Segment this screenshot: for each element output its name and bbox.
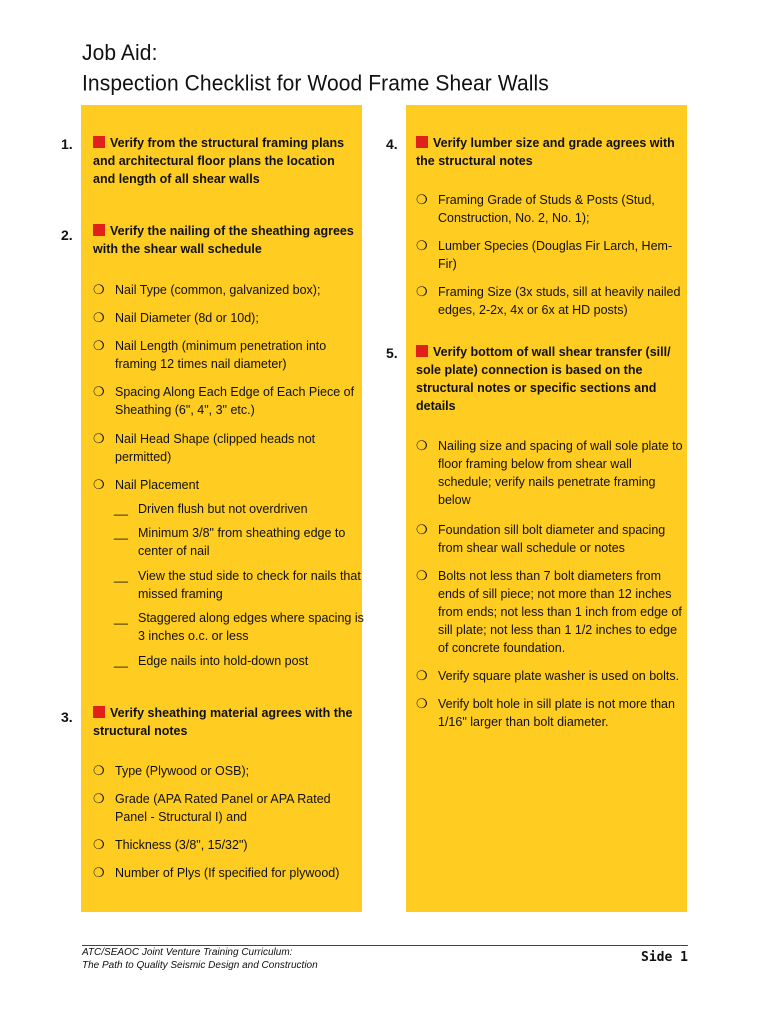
checklist-item[interactable] — [93, 762, 360, 780]
sub-check-text: Minimum 3/8" from sheathing edge to center of nail — [138, 526, 346, 558]
section-heading — [416, 134, 681, 170]
checklist-item[interactable] — [416, 191, 683, 227]
checklist-item-text: Spacing Along Each Edge of Each Piece of Sheathing (6", 4", 3" etc.) — [115, 385, 355, 417]
blank-line-icon: __ — [114, 569, 128, 583]
checklist-item-text: Nail Type (common, galvanized box); — [115, 283, 321, 297]
checklist-item[interactable] — [416, 567, 683, 657]
checklist-item[interactable] — [93, 383, 360, 419]
sub-check-item[interactable] — [114, 524, 366, 560]
sub-check-item[interactable] — [114, 567, 366, 603]
footer-credit — [82, 946, 318, 972]
red-square-icon — [416, 345, 428, 357]
section-heading-text: Verify lumber size and grade agrees with the structural notes — [416, 136, 675, 168]
checklist-item[interactable] — [93, 309, 360, 327]
section-heading-text: Verify the nailing of the sheathing agrees with the shear wall schedule — [93, 224, 354, 256]
circle-bullet-icon: ❍ — [93, 791, 105, 806]
blank-line-icon: __ — [114, 611, 128, 625]
sub-check-item[interactable] — [114, 609, 366, 645]
section-heading-text: Verify sheathing material agrees with the structural notes — [93, 706, 353, 738]
checklist-item[interactable] — [416, 667, 683, 685]
red-square-icon — [93, 136, 105, 148]
section-heading-text: Verify bottom of wall shear transfer (sill/ sole plate) connection is based on the structural notes or specific sections and details — [416, 345, 671, 413]
checklist-item-text: Number of Plys (If specified for plywood) — [115, 866, 340, 880]
circle-bullet-icon: ❍ — [416, 522, 428, 537]
checklist-item[interactable] — [93, 790, 360, 826]
checklist-item[interactable] — [416, 521, 683, 557]
checklist-item[interactable] — [93, 430, 360, 466]
checklist-item[interactable] — [416, 437, 683, 509]
page-side-label: Side 1 — [641, 950, 688, 965]
checklist-item[interactable] — [416, 283, 683, 319]
checklist-item-text: Nail Head Shape (clipped heads not permitted) — [115, 432, 316, 464]
checklist-item-text: Bolts not less than 7 bolt diameters from ends of sill piece; not more than 12 inches from ends; not less than 1 inch from edge of sill plate; not less than 1 1/2 inches to edge of concrete foundation. — [438, 569, 682, 655]
circle-bullet-icon: ❍ — [416, 238, 428, 253]
checklist-item-text: Verify square plate washer is used on bolts. — [438, 669, 680, 683]
title-line-2: Inspection Checklist for Wood Frame Shear Walls — [82, 71, 549, 96]
circle-bullet-icon: ❍ — [416, 438, 428, 453]
sub-check-text: Staggered along edges where spacing is 3 inches o.c. or less — [138, 611, 364, 643]
section-number: 2. — [61, 227, 73, 243]
section-number: 1. — [61, 136, 73, 152]
checklist-item[interactable] — [416, 695, 683, 731]
circle-bullet-icon: ❍ — [416, 696, 428, 711]
section-heading-text: Verify from the structural framing plans and architectural floor plans the location and length of all shear walls — [93, 136, 345, 186]
checklist-item[interactable] — [93, 337, 360, 373]
checklist-item-text: Framing Grade of Studs & Posts (Stud, Construction, No. 2, No. 1); — [438, 193, 655, 225]
circle-bullet-icon: ❍ — [416, 668, 428, 683]
sub-check-item[interactable] — [114, 652, 366, 670]
page-title — [82, 38, 549, 99]
circle-bullet-icon: ❍ — [93, 865, 105, 880]
section-heading — [93, 704, 358, 740]
checklist-item-text: Foundation sill bolt diameter and spacing from shear wall schedule or notes — [438, 523, 666, 555]
checklist-item-text: Type (Plywood or OSB); — [115, 764, 250, 778]
section-heading — [93, 222, 358, 258]
checklist-item-text: Nail Placement — [115, 478, 200, 492]
red-square-icon — [93, 706, 105, 718]
blank-line-icon: __ — [114, 502, 128, 516]
section-number: 5. — [386, 345, 398, 361]
circle-bullet-icon: ❍ — [93, 477, 105, 492]
footer-line-2: The Path to Quality Seismic Design and Construction — [82, 960, 318, 971]
blank-line-icon: __ — [114, 526, 128, 540]
section-heading — [93, 134, 358, 188]
red-square-icon — [416, 136, 428, 148]
checklist-item-text: Nail Diameter (8d or 10d); — [115, 311, 259, 325]
checklist-item-text: Grade (APA Rated Panel or APA Rated Panel - Structural I) and — [115, 792, 331, 824]
checklist-item[interactable] — [93, 864, 360, 882]
circle-bullet-icon: ❍ — [93, 310, 105, 325]
blank-line-icon: __ — [114, 654, 128, 668]
checklist-item-text: Thickness (3/8", 15/32") — [115, 838, 248, 852]
section-number: 4. — [386, 136, 398, 152]
section-number: 3. — [61, 709, 73, 725]
checklist-item-text: Verify bolt hole in sill plate is not more than 1/16" larger than bolt diameter. — [438, 697, 675, 729]
sub-check-item[interactable] — [114, 500, 366, 518]
checklist-item-text: Nail Length (minimum penetration into framing 12 times nail diameter) — [115, 339, 327, 371]
checklist-item-text: Framing Size (3x studs, sill at heavily nailed edges, 2-2x, 4x or 6x at HD posts) — [438, 285, 681, 317]
circle-bullet-icon: ❍ — [93, 837, 105, 852]
circle-bullet-icon: ❍ — [416, 568, 428, 583]
checklist-item[interactable] — [93, 476, 360, 494]
checklist-item[interactable] — [93, 281, 360, 299]
circle-bullet-icon: ❍ — [93, 763, 105, 778]
checklist-item-text: Lumber Species (Douglas Fir Larch, Hem-Fir) — [438, 239, 673, 271]
title-line-1: Job Aid: — [82, 41, 158, 66]
circle-bullet-icon: ❍ — [416, 284, 428, 299]
footer-line-1: ATC/SEAOC Joint Venture Training Curriculum: — [82, 947, 293, 958]
circle-bullet-icon: ❍ — [93, 384, 105, 399]
sub-check-text: Edge nails into hold-down post — [138, 654, 309, 668]
circle-bullet-icon: ❍ — [416, 192, 428, 207]
section-heading — [416, 343, 681, 415]
sub-check-text: View the stud side to check for nails that missed framing — [138, 569, 361, 601]
checklist-item[interactable] — [416, 237, 683, 273]
sub-check-text: Driven flush but not overdriven — [138, 502, 308, 516]
circle-bullet-icon: ❍ — [93, 282, 105, 297]
circle-bullet-icon: ❍ — [93, 338, 105, 353]
checklist-item[interactable] — [93, 836, 360, 854]
red-square-icon — [93, 224, 105, 236]
circle-bullet-icon: ❍ — [93, 431, 105, 446]
checklist-item-text: Nailing size and spacing of wall sole plate to floor framing below from shear wall schedule; verify nails penetrate framing below — [438, 439, 683, 507]
